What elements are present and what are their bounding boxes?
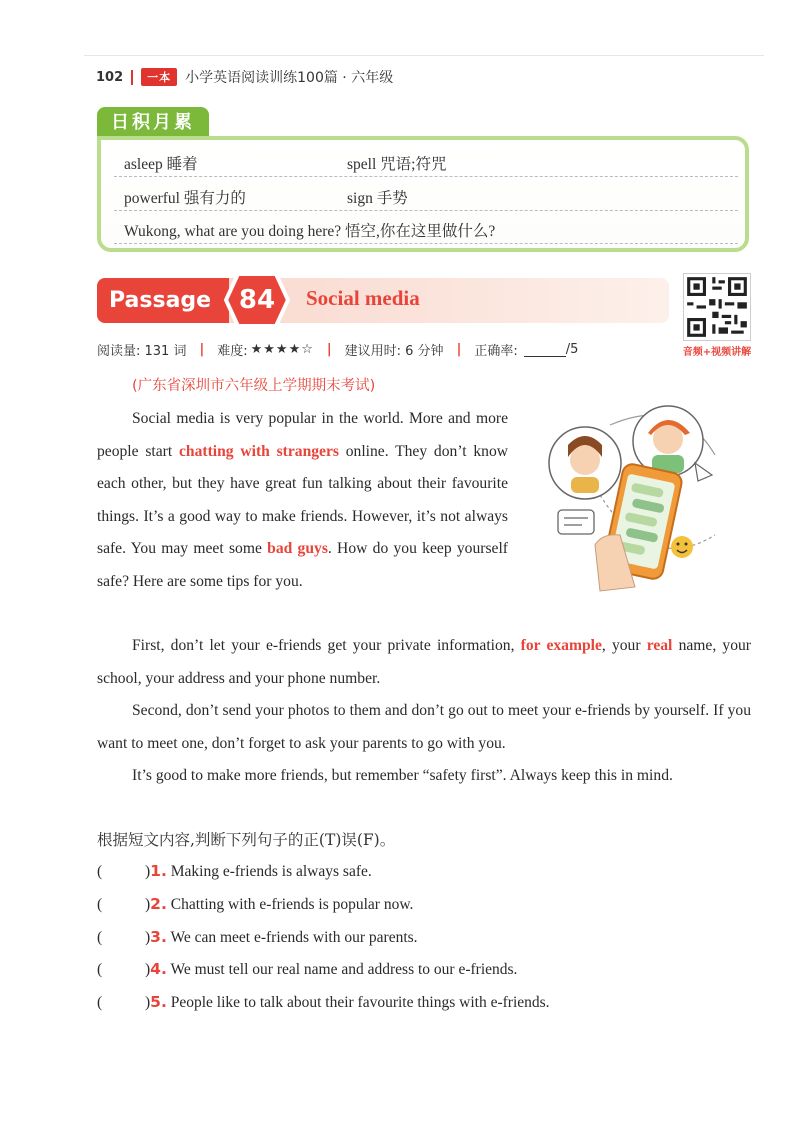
question-text: We must tell our real name and address to our e-friends. [166, 961, 518, 978]
answer-paren-open: ( [97, 863, 103, 880]
accuracy-label: 正确率: [474, 344, 518, 359]
vocab-item-sign: sign 手势 [347, 190, 408, 207]
paragraph-text: First, don’t let your e-friends get your private information, [132, 637, 521, 654]
paragraph-text: online. They don’t know each other, but they have great fun talking about their favourite things. It’s a good way to make friends. However, it’s not always safe. You may meet some [97, 442, 508, 557]
vocab-divider [114, 243, 738, 244]
vocab-item-asleep: asleep 睡着 [124, 156, 198, 173]
paragraph-text: , your [601, 637, 647, 654]
answer-paren-close: ) [145, 863, 151, 880]
answer-paren-open: ( [97, 896, 103, 913]
question-item[interactable] [97, 993, 550, 1012]
vocab-tag-label: 日积月累 [111, 112, 195, 133]
question-item[interactable] [97, 862, 372, 881]
qr-code-icon[interactable] [683, 273, 751, 341]
book-title: 小学英语阅读训练100篇 · 六年级 [185, 70, 394, 86]
accuracy-total: /5 [565, 342, 579, 357]
vocab-item-powerful: powerful 强有力的 [124, 190, 246, 207]
paragraph-text: Social media is very popular in the world. More and more people start [97, 410, 508, 460]
paragraph-1 [97, 403, 508, 598]
passage-badge [97, 278, 229, 323]
highlight-phrase: chatting with strangers [178, 442, 339, 460]
question-item[interactable] [97, 960, 517, 979]
answer-paren-open: ( [97, 961, 103, 978]
passage-title: Social media [306, 286, 420, 310]
question-text: Chatting with e-friends is popular now. [166, 896, 414, 913]
phone-chat-illustration [540, 405, 755, 595]
info-separator: | [199, 342, 205, 357]
paragraph-text: name, your school, your address and your phone number. [97, 637, 751, 687]
difficulty-stars-icon: ★★★★☆ [250, 342, 314, 357]
difficulty-label: 难度: [217, 344, 248, 359]
answer-paren-close: ) [145, 994, 151, 1011]
page-header [96, 66, 393, 88]
question-number: 1. [150, 862, 167, 880]
answer-paren-close: ) [145, 896, 151, 913]
info-separator: | [456, 342, 462, 357]
question-item[interactable] [97, 928, 418, 947]
answer-paren-open: ( [97, 994, 103, 1011]
answer-paren-close: ) [145, 961, 151, 978]
answer-paren-open: ( [97, 929, 103, 946]
question-item[interactable] [97, 895, 413, 914]
question-text: We can meet e-friends with our parents. [166, 929, 418, 946]
page-number: 102 [96, 69, 124, 85]
passage-label: Passage [109, 288, 212, 313]
vocab-sentence: Wukong, what are you doing here? 悟空,你在这里做什么? [124, 223, 496, 240]
vocab-tag [97, 107, 209, 138]
accuracy-blank[interactable] [524, 343, 566, 357]
info-separator: | [326, 342, 332, 357]
header-divider [131, 70, 133, 85]
reading-info [97, 340, 578, 359]
book-logo: 一本 [141, 68, 177, 86]
question-text: People like to talk about their favourite things with e-friends. [166, 994, 550, 1011]
question-number: 2. [150, 895, 167, 913]
question-number: 3. [150, 928, 167, 946]
passage-number: 84 [238, 285, 276, 315]
vocab-divider [114, 210, 738, 211]
reading-amount: 阅读量: 131 词 [97, 344, 187, 359]
paragraph-text: . How do you keep yourself safe? Here are some tips for you. [97, 540, 508, 590]
answer-paren-close: ) [145, 929, 151, 946]
question-number: 4. [150, 960, 167, 978]
paragraph-3: Second, don’t send your photos to them and don’t go out to meet your e-friends by yourself. If you want to meet one, don’t forget to ask your parents to go with you. [97, 702, 751, 752]
top-rule [84, 55, 764, 56]
highlight-phrase: real [646, 637, 673, 654]
qr-caption: 音频+视频讲解 [682, 347, 752, 358]
paragraph-4: It’s good to make more friends, but remember “safety first”. Always keep this in mind. [132, 767, 673, 784]
vocab-item-spell: spell 咒语;符咒 [347, 156, 447, 173]
highlight-phrase: bad guys [267, 540, 328, 557]
passage-source: (广东省深圳市六年级上学期期末考试) [132, 378, 376, 394]
vocab-divider [114, 176, 738, 177]
exercise-instruction: 根据短文内容,判断下列句子的正(T)误(F)。 [97, 831, 396, 849]
highlight-phrase: for example [520, 637, 602, 654]
paragraph-2 [97, 630, 751, 695]
question-number: 5. [150, 993, 167, 1011]
question-text: Making e-friends is always safe. [166, 863, 372, 880]
suggested-time: 建议用时: 6 分钟 [344, 344, 444, 359]
